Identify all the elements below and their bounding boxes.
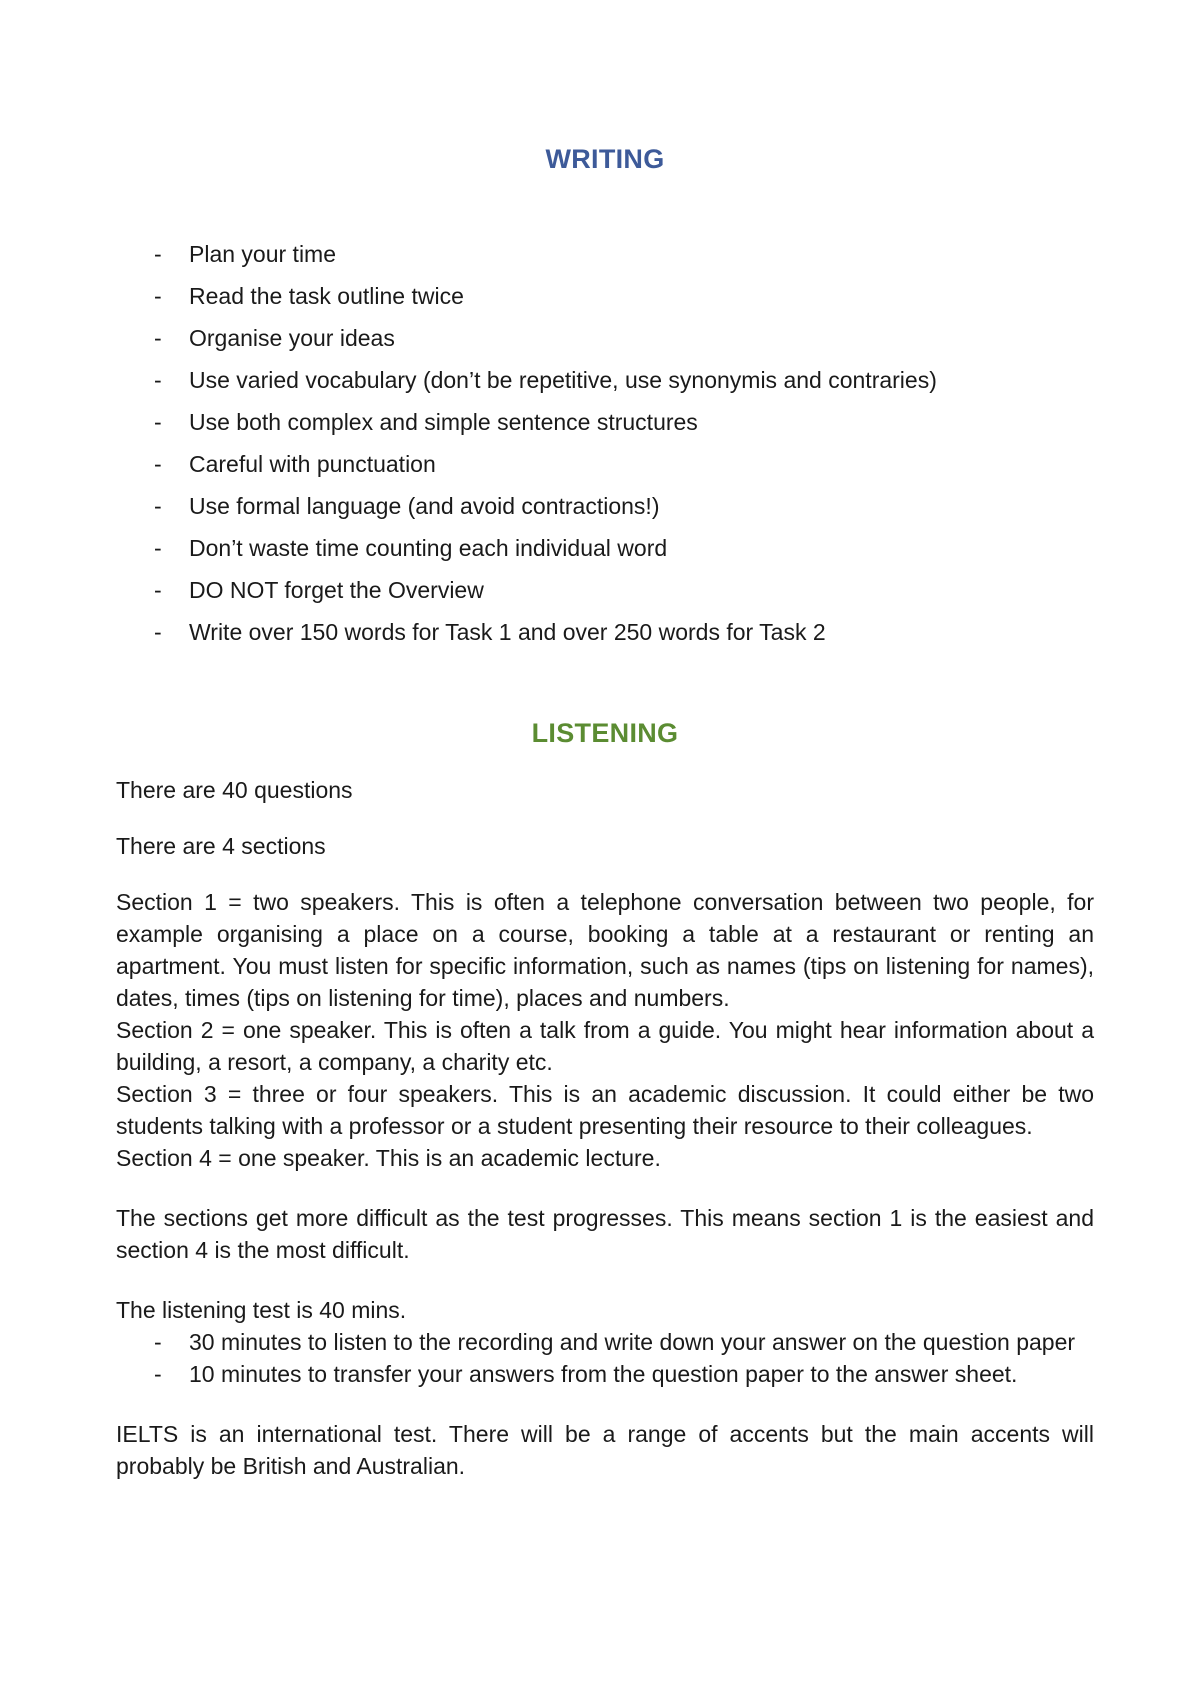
dash-bullet: - [154,1361,162,1387]
dash-bullet: - [154,577,162,603]
list-item [116,485,1094,527]
dash-bullet: - [154,619,162,645]
dash-bullet: - [154,241,162,267]
writing-heading: WRITING [545,144,665,174]
list-item-text: Use formal language (and avoid contractions!) [189,493,660,519]
dash-bullet: - [154,493,162,519]
dash-bullet: - [154,451,162,477]
list-item [116,443,1094,485]
dash-bullet: - [154,283,162,309]
dash-bullet: - [154,409,162,435]
questions-count-text: There are 40 questions [116,777,353,803]
dash-bullet: - [154,535,162,561]
list-item-text: DO NOT forget the Overview [189,577,484,603]
list-item [116,401,1094,443]
dash-bullet: - [154,325,162,351]
duration-list [116,1326,1094,1390]
list-item-text: 30 minutes to listen to the recording and write down your answer on the question paper [189,1329,1076,1355]
list-item-text: Careful with punctuation [189,451,436,477]
section-4-text: Section 4 = one speaker. This is an academic lecture. [116,1145,661,1171]
duration-text: The listening test is 40 mins. [116,1297,407,1323]
list-item-text: Use varied vocabulary (don’t be repetitive, use synonymis and contraries) [189,367,937,393]
list-item [116,359,1094,401]
difficulty-text: The sections get more difficult as the test progresses. This means section 1 is the easiest and section 4 is the most difficult. [116,1205,1094,1263]
list-item-text: Don’t waste time counting each individual word [189,535,668,561]
list-item [116,233,1094,275]
sections-count-text: There are 4 sections [116,833,326,859]
list-item [116,569,1094,611]
list-item [116,317,1094,359]
dash-bullet: - [154,1329,162,1355]
list-item [116,611,1094,653]
section-2-text: Section 2 = one speaker. This is often a talk from a guide. You might hear information about a building, a resort, a company, a charity etc. [116,1017,1094,1075]
writing-tips-list [116,233,1094,653]
accents-text: IELTS is an international test. There will be a range of accents but the main accents will probably be British and Australian. [116,1421,1094,1479]
listening-heading: LISTENING [531,718,679,748]
list-item [116,1326,1094,1358]
section-3-text: Section 3 = three or four speakers. This is an academic discussion. It could either be two students talking with a professor or a student presenting their resource to their colleagues. [116,1081,1094,1139]
list-item-text: Write over 150 words for Task 1 and over 250 words for Task 2 [189,619,826,645]
listening-section [116,774,1094,1482]
list-item-text: Use both complex and simple sentence structures [189,409,698,435]
list-item-text: 10 minutes to transfer your answers from the question paper to the answer sheet. [189,1361,1018,1387]
dash-bullet: - [154,367,162,393]
list-item-text: Read the task outline twice [189,283,464,309]
list-item [116,1358,1094,1390]
section-1-text: Section 1 = two speakers. This is often a telephone conversation between two people, for example organising a place on a course, booking a table at a restaurant or renting an apartment. You must listen for specific information, such as names (tips on listening for names), dates, times (tips on listening for time), places and numbers. [116,889,1094,1011]
list-item [116,275,1094,317]
list-item [116,527,1094,569]
list-item-text: Plan your time [189,241,337,267]
list-item-text: Organise your ideas [189,325,395,351]
